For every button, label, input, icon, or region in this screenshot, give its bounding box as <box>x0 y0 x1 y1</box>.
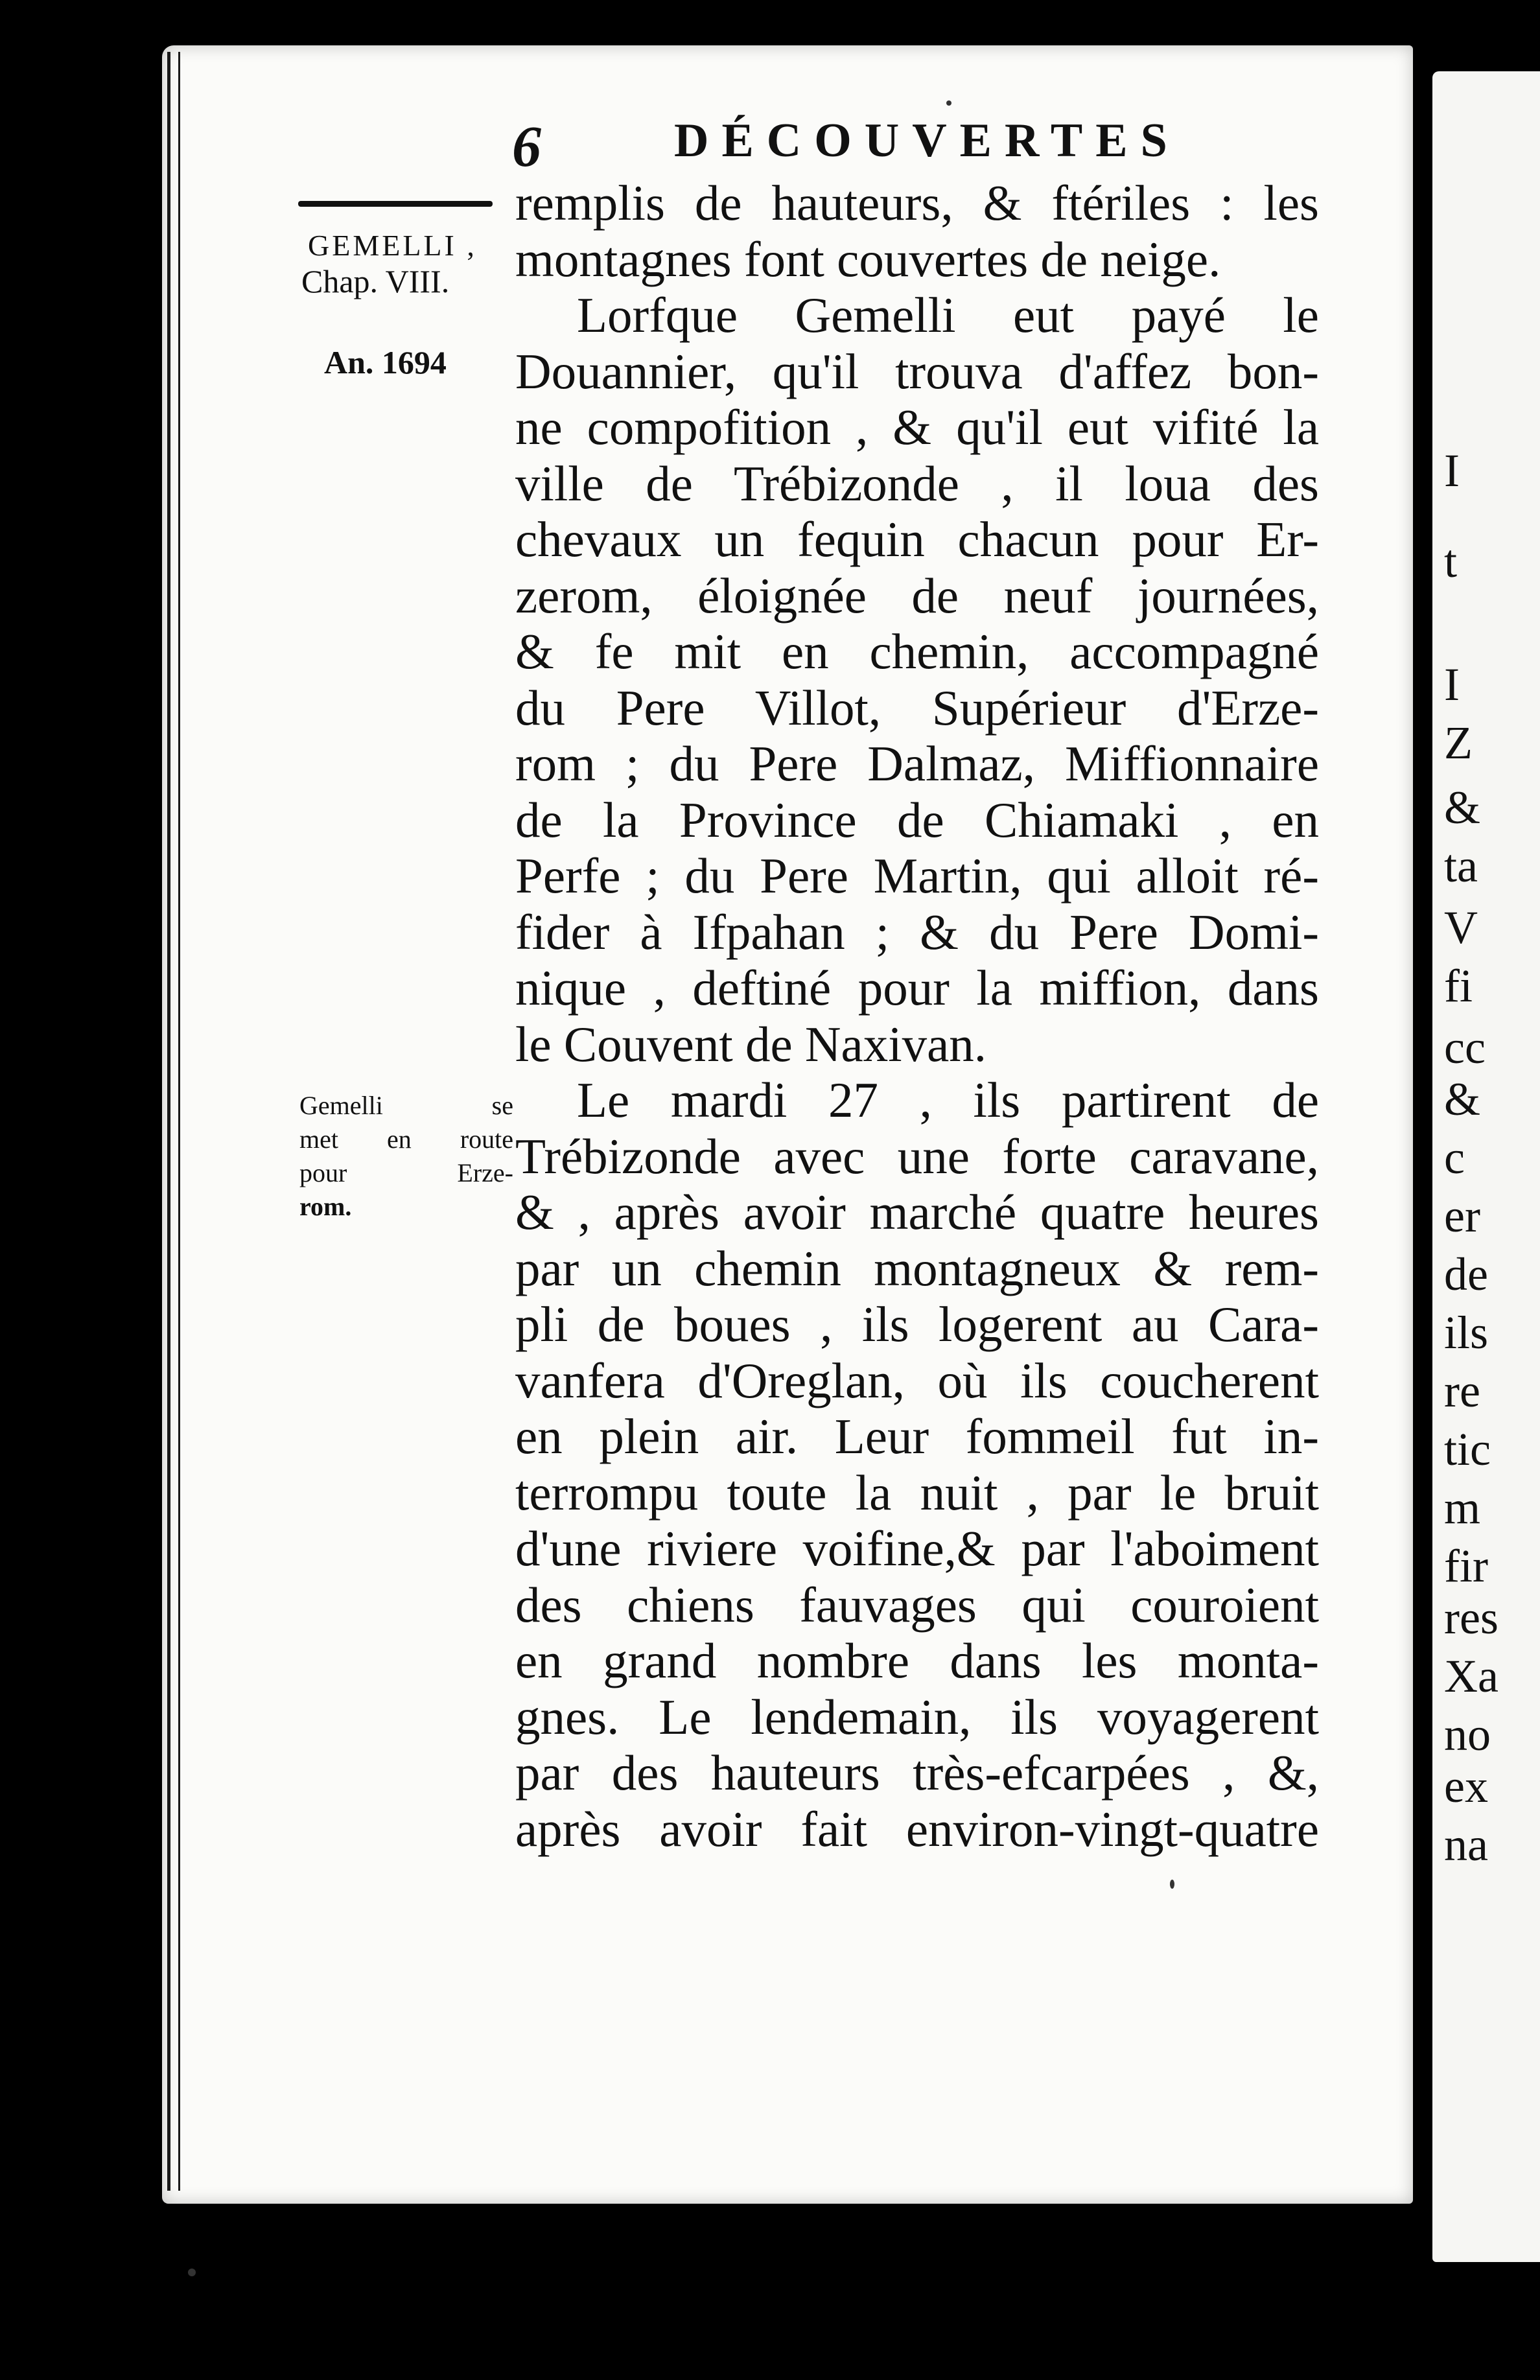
facing-page-fragment: Xa <box>1444 1650 1499 1702</box>
text-line: après avoir fait environ-vingt-quatre <box>515 1801 1319 1857</box>
facing-page-fragment: I <box>1444 659 1460 710</box>
text-line: le Couvent de Naxivan. <box>515 1016 987 1072</box>
margin-note-chapter: Chap. VIII. <box>301 263 450 299</box>
text-line: de la Province de Chiamaki , en <box>515 791 1319 848</box>
facing-page-fragment: res <box>1444 1592 1499 1644</box>
facing-page-fragment: ta <box>1444 840 1478 892</box>
facing-page-fragment: tic <box>1444 1423 1491 1475</box>
margin-note-line: pour Erze- <box>299 1158 513 1187</box>
facing-page-fragment: cc <box>1444 1021 1486 1073</box>
facing-page-fragment: t <box>1444 535 1458 587</box>
text-line: Douannier, qu'il trouva d'affez bon- <box>515 343 1319 399</box>
page-edge-line <box>167 52 170 2191</box>
text-line: montagnes font couvertes de neige. <box>515 231 1221 287</box>
text-line: en grand nombre dans les monta- <box>515 1633 1319 1688</box>
text-line: rom ; du Pere Dalmaz, Miffionnaire <box>515 736 1319 791</box>
text-line: des chiens fauvages qui couroient <box>515 1576 1319 1633</box>
facing-page-fragment: Z <box>1444 717 1473 769</box>
header-rule <box>298 201 493 207</box>
margin-note-route <box>299 1089 513 1224</box>
text-line: pli de boues , ils logerent au Cara- <box>515 1296 1319 1352</box>
text-line: Le mardi 27 , ils partirent de <box>577 1072 1319 1128</box>
text-line: d'une riviere voifine,& par l'aboiment <box>515 1521 1319 1576</box>
facing-page-fragment: & <box>1444 782 1481 834</box>
facing-page-fragment: fi <box>1444 960 1473 1012</box>
facing-page-fragment: I <box>1444 445 1460 496</box>
text-line: Lorfque Gemelli eut payé le <box>577 287 1319 343</box>
text-line: en plein air. Leur fommeil fut in- <box>515 1408 1319 1464</box>
facing-page-fragment: ils <box>1444 1307 1489 1359</box>
text-line: Perfe ; du Pere Martin, qui alloit ré- <box>515 848 1319 904</box>
facing-page-fragment: V <box>1444 902 1478 953</box>
facing-page-fragment: no <box>1444 1709 1491 1760</box>
facing-page-fragment: er <box>1444 1190 1480 1242</box>
dust-speck <box>1170 1880 1174 1889</box>
running-head: DÉCOUVERTES <box>674 114 1180 167</box>
facing-page-fragment: na <box>1444 1819 1488 1871</box>
facing-page-fragment: ex <box>1444 1760 1488 1812</box>
text-line: nique , deftiné pour la miffion, dans <box>515 960 1319 1016</box>
facing-page-fragment: fir <box>1444 1540 1488 1592</box>
dust-speck <box>188 2269 196 2276</box>
text-line: zerom, éloignée de neuf journées, <box>515 567 1319 624</box>
text-line: chevaux un fequin chacun pour Er- <box>515 511 1319 567</box>
text-line: par des hauteurs très-efcarpées , &, <box>515 1745 1319 1801</box>
text-line: remplis de hauteurs, & ftériles : les <box>515 175 1319 231</box>
margin-note-line: met en route <box>299 1125 513 1154</box>
facing-page-fragment: de <box>1444 1248 1488 1300</box>
body-text <box>515 175 1319 1857</box>
page-edge-line <box>178 52 180 2191</box>
margin-note-author: GEMELLI , <box>308 229 477 262</box>
margin-note-year: An. 1694 <box>324 344 447 380</box>
text-line: terrompu toute la nuit , par le bruit <box>515 1464 1319 1521</box>
text-line: ville de Trébizonde , il loua des <box>515 455 1319 511</box>
text-line: par un chemin montagneux & rem- <box>515 1240 1319 1296</box>
text-line: Trébizonde avec une forte caravane, <box>515 1128 1319 1184</box>
text-line: ne compofition , & qu'il eut vifité la <box>515 399 1319 455</box>
text-line: gnes. Le lendemain, ils voyagerent <box>515 1688 1319 1745</box>
margin-note-line: rom. <box>299 1192 352 1221</box>
text-line: & , après avoir marché quatre heures <box>515 1184 1319 1240</box>
margin-note-line: Gemelli se <box>299 1091 513 1120</box>
facing-page-fragment: c <box>1444 1132 1465 1184</box>
page-number: 6 <box>512 115 541 179</box>
facing-page-fragment: re <box>1444 1365 1480 1417</box>
text-line: & fe mit en chemin, accompagné <box>515 624 1319 679</box>
facing-page-fragment: m <box>1444 1482 1481 1534</box>
text-line: fider à Ifpahan ; & du Pere Domi- <box>515 904 1319 960</box>
text-line: du Pere Villot, Supérieur d'Erze- <box>515 679 1319 736</box>
facing-page-fragment: & <box>1444 1073 1481 1125</box>
text-line: vanfera d'Oreglan, où ils coucherent <box>515 1352 1319 1408</box>
dust-speck <box>946 100 951 106</box>
